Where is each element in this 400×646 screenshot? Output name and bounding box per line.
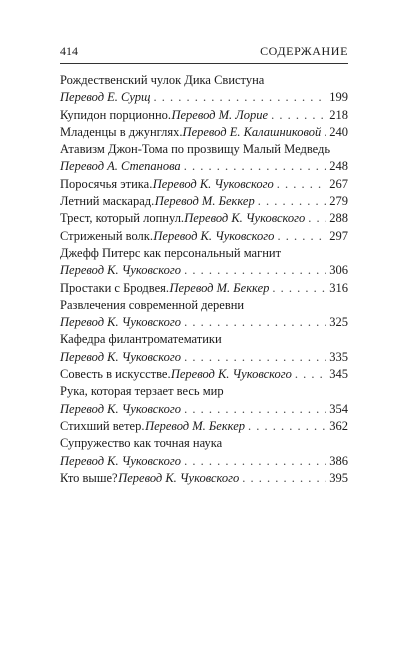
dot-leader [272, 280, 326, 297]
toc-entry-title-line [60, 331, 348, 348]
toc-entry-title: Кафедра филантроматематики [60, 332, 222, 347]
toc-entry-translator: Перевод Е. Калашниковой [182, 124, 322, 139]
dot-leader [295, 366, 326, 383]
toc-entry-title: Совесть в искусстве. [60, 367, 171, 382]
toc-entry-title-line [60, 72, 348, 89]
toc-entry-page: 395 [329, 470, 348, 485]
dot-leader [184, 453, 326, 470]
toc-entry-page: 354 [329, 401, 348, 416]
toc-entry [60, 401, 348, 418]
toc-entry-title: Рука, которая терзает весь мир [60, 384, 224, 399]
toc-entry [60, 124, 348, 141]
toc-entry-page: 306 [329, 263, 348, 278]
toc-entry-translator: Перевод К. Чуковского [60, 401, 182, 416]
dot-leader [308, 210, 326, 227]
toc-entry [60, 107, 348, 124]
dot-leader [184, 314, 326, 331]
toc-entry [60, 366, 348, 383]
toc-entry-page: 218 [329, 107, 348, 122]
toc-entry [60, 193, 348, 210]
toc-entry-page: 386 [329, 453, 348, 468]
running-title: СОДЕРЖАНИЕ [260, 44, 348, 58]
toc-entry-title: Летний маскарад. [60, 194, 155, 209]
dot-leader [184, 349, 326, 366]
toc-entry-translator: Перевод М. Беккер [145, 418, 245, 433]
dot-leader [324, 124, 326, 141]
toc-entry [60, 314, 348, 331]
dot-leader [271, 107, 326, 124]
toc-entry-translator: Перевод М. Беккер [169, 280, 270, 295]
toc-entry-translator: Перевод К. Чуковского [60, 453, 182, 468]
toc-entry-title: Стихший ветер. [60, 418, 145, 433]
toc-entry-title: Купидон порционно. [60, 107, 172, 122]
toc-entry [60, 228, 348, 245]
toc-entry-page: 325 [329, 315, 348, 330]
toc-entry-title: Поросячья этика. [60, 176, 153, 191]
toc-entry-translator: Перевод К. Чуковского [60, 315, 182, 330]
toc-entry-page: 240 [329, 124, 348, 139]
toc-entry-translator: Перевод Е. Сурщ [60, 90, 151, 105]
toc-entry-page: 267 [329, 176, 348, 191]
toc-entry [60, 349, 348, 366]
dot-leader [184, 401, 326, 418]
toc-entry-title: Простаки с Бродвея. [60, 280, 170, 295]
toc-entry [60, 210, 348, 227]
dot-leader [258, 193, 327, 210]
header-rule [60, 63, 348, 64]
toc-entry-page: 288 [329, 211, 348, 226]
toc-entry-title: Развлечения современной деревни [60, 297, 245, 312]
toc-entry-translator: Перевод К. Чуковского [152, 176, 274, 191]
dot-leader [153, 89, 326, 106]
toc-entry-page: 316 [329, 280, 348, 295]
table-of-contents [60, 72, 348, 487]
toc-entry-translator: Перевод А. Степанова [60, 159, 181, 174]
toc-entry [60, 89, 348, 106]
running-header [60, 44, 348, 59]
toc-entry-translator: Перевод К. Чуковского [60, 263, 182, 278]
dot-leader [277, 228, 326, 245]
toc-entry [60, 280, 348, 297]
toc-entry-page: 279 [329, 194, 348, 209]
toc-entry-translator: Перевод К. Чуковского [60, 349, 182, 364]
toc-entry [60, 470, 348, 487]
toc-entry-title: Джефф Питерс как персональный магнит [60, 245, 282, 260]
toc-entry-title: Стриженый волк. [60, 228, 153, 243]
toc-entry-page: 345 [329, 367, 348, 382]
toc-entry-translator: Перевод К. Чуковского [184, 211, 306, 226]
toc-entry [60, 418, 348, 435]
dot-leader [248, 418, 326, 435]
toc-entry-page: 362 [329, 418, 348, 433]
toc-entry-translator: Перевод К. Чуковского [170, 367, 292, 382]
toc-entry-page: 335 [329, 349, 348, 364]
toc-entry-translator: Перевод М. Беккер [154, 194, 255, 209]
toc-entry [60, 176, 348, 193]
toc-entry-title-line [60, 141, 348, 158]
toc-entry-page: 297 [329, 228, 348, 243]
toc-entry-title-line [60, 383, 348, 400]
toc-entry-page: 248 [329, 159, 348, 174]
toc-entry-title-line [60, 245, 348, 262]
toc-entry-title-line [60, 435, 348, 452]
toc-entry-title: Рождественский чулок Дика Свистуна [60, 73, 265, 87]
dot-leader [184, 158, 327, 175]
toc-entry-title: Младенцы в джунглях. [60, 124, 183, 139]
toc-entry-title: Кто выше? [60, 470, 118, 485]
toc-entry [60, 158, 348, 175]
toc-entry-translator: Перевод К. Чуковского [153, 228, 275, 243]
page-number: 414 [60, 44, 78, 58]
toc-entry-translator: Перевод К. Чуковского [118, 470, 240, 485]
dot-leader [184, 262, 326, 279]
toc-entry [60, 262, 348, 279]
toc-entry [60, 453, 348, 470]
dot-leader [242, 470, 326, 487]
toc-entry-title: Атавизм Джон-Тома по прозвищу Малый Медведь [60, 142, 331, 157]
toc-entry-title-line [60, 297, 348, 314]
dot-leader [277, 176, 326, 193]
toc-entry-title: Супружество как точная наука [60, 436, 223, 451]
toc-entry-translator: Перевод М. Лорие [171, 107, 269, 122]
toc-entry-page: 199 [329, 90, 348, 105]
toc-entry-title: Трест, который лопнул. [60, 211, 185, 226]
